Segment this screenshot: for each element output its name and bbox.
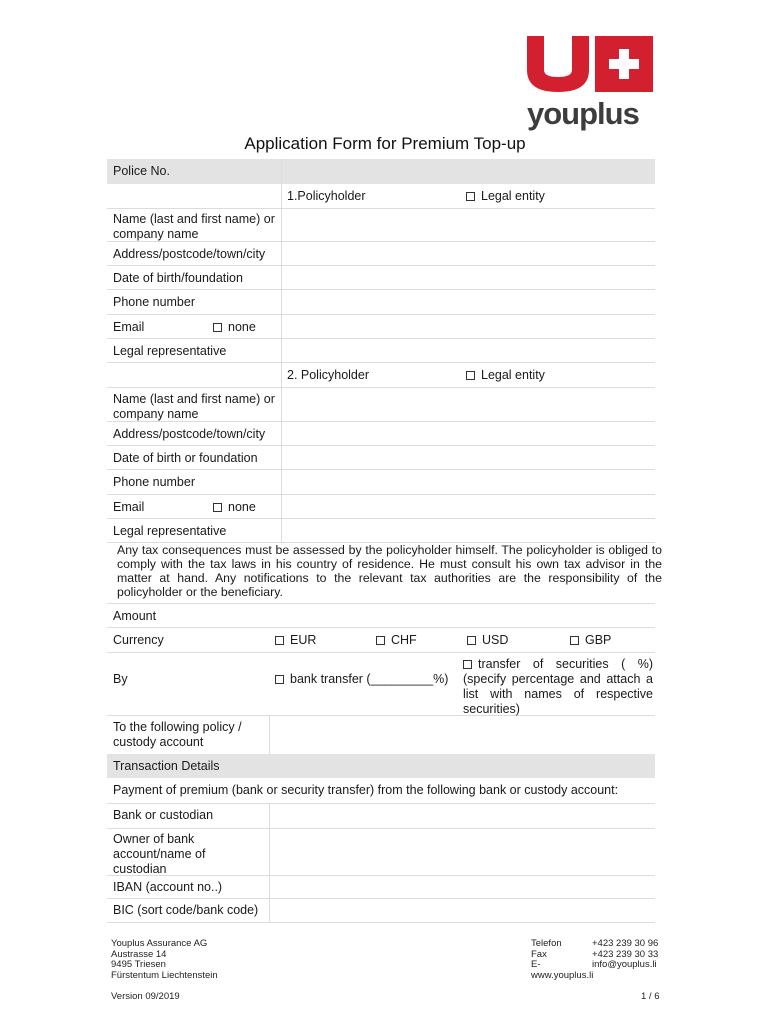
amount-label: Amount bbox=[113, 609, 157, 623]
bank-transfer-checkbox[interactable]: bank transfer (_________%) bbox=[275, 672, 448, 687]
footer-street: Austrasse 14 bbox=[111, 949, 167, 960]
tax-notice: Any tax consequences must be assessed by the policyholder himself. The policyholder is obliged to comply with the tax laws in his country of residence. He must consult his own tax advisor in the matter at hand. Any notifications to the relevant tax authorities are the responsibility of the policyholder or the beneficiary. bbox=[117, 543, 662, 599]
checkbox-icon bbox=[275, 636, 284, 645]
dob-label-2: Date of birth or foundation bbox=[113, 451, 258, 465]
eur-checkbox[interactable]: EUR bbox=[275, 633, 316, 648]
footer-country: Fürstentum Liechtenstein bbox=[111, 970, 218, 981]
policyholder-1-heading: 1.Policyholder bbox=[287, 189, 366, 203]
footer-web[interactable]: www.youplus.li bbox=[531, 970, 594, 981]
checkbox-icon bbox=[466, 371, 475, 380]
legal-rep-label-1: Legal representative bbox=[113, 344, 227, 358]
name-label-2: Name (last and first name) or company name bbox=[113, 392, 275, 421]
phone-label-2: Phone number bbox=[113, 475, 196, 489]
legal-rep-label-2: Legal representative bbox=[113, 524, 227, 538]
transaction-intro: Payment of premium (bank or security transfer) from the following bank or custody account: bbox=[113, 783, 619, 797]
owner-label: Owner of bank account/name of custodian bbox=[113, 832, 206, 876]
footer-town: 9495 Triesen bbox=[111, 959, 166, 970]
footer-email-label: E- bbox=[531, 959, 541, 970]
address-label-2: Address/postcode/town/city bbox=[113, 427, 266, 441]
youplus-logo bbox=[527, 36, 654, 131]
address-label-1: Address/postcode/town/city bbox=[113, 247, 266, 261]
police-no-header bbox=[107, 159, 655, 184]
bank-label: Bank or custodian bbox=[113, 808, 214, 822]
legal-entity-checkbox-1[interactable]: Legal entity bbox=[466, 189, 545, 204]
police-no-label: Police No. bbox=[113, 164, 170, 178]
brand-name: youplus bbox=[527, 96, 639, 131]
email-none-checkbox-1[interactable]: none bbox=[213, 320, 256, 335]
footer-company: Youplus Assurance AG bbox=[111, 938, 208, 949]
checkbox-icon bbox=[466, 192, 475, 201]
plus-logo-icon bbox=[595, 36, 653, 92]
footer-telefon-label: Telefon bbox=[531, 938, 562, 949]
footer-version: Version 09/2019 bbox=[111, 991, 180, 1002]
page-number: 1 / 6 bbox=[641, 991, 660, 1002]
currency-label: Currency bbox=[113, 633, 164, 647]
email-label-2: Email bbox=[113, 500, 145, 514]
iban-label: IBAN (account no..) bbox=[113, 880, 223, 894]
footer-telefon: +423 239 30 96 bbox=[592, 938, 659, 949]
policyholder-2-heading: 2. Policyholder bbox=[287, 368, 369, 382]
checkbox-icon bbox=[463, 660, 472, 669]
name-label-1: Name (last and first name) or company name bbox=[113, 212, 275, 241]
gbp-checkbox[interactable]: GBP bbox=[570, 633, 611, 648]
policy-account-label: To the following policy / custody account bbox=[113, 720, 242, 749]
bic-label: BIC (sort code/bank code) bbox=[113, 903, 259, 917]
checkbox-icon bbox=[467, 636, 476, 645]
footer-fax-label: Fax bbox=[531, 949, 547, 960]
by-label: By bbox=[113, 672, 128, 686]
footer-fax: +423 239 30 33 bbox=[592, 949, 659, 960]
page-title: Application Form for Premium Top-up bbox=[244, 134, 526, 153]
u-logo-icon bbox=[527, 36, 589, 92]
checkbox-icon bbox=[213, 323, 222, 332]
email-label-1: Email bbox=[113, 320, 145, 334]
checkbox-icon bbox=[275, 675, 284, 684]
checkbox-icon bbox=[213, 503, 222, 512]
checkbox-icon bbox=[570, 636, 579, 645]
chf-checkbox[interactable]: CHF bbox=[376, 633, 417, 648]
phone-label-1: Phone number bbox=[113, 295, 196, 309]
usd-checkbox[interactable]: USD bbox=[467, 633, 508, 648]
legal-entity-checkbox-2[interactable]: Legal entity bbox=[466, 368, 545, 383]
checkbox-icon bbox=[376, 636, 385, 645]
transaction-header-label: Transaction Details bbox=[113, 759, 220, 773]
email-none-checkbox-2[interactable]: none bbox=[213, 500, 256, 515]
securities-transfer-checkbox[interactable]: transfer of securities ( %) (specify percentage and attach a list with names of respective securities) bbox=[463, 657, 653, 716]
footer-email[interactable]: info@youplus.li bbox=[592, 959, 657, 970]
dob-label-1: Date of birth/foundation bbox=[113, 271, 243, 285]
